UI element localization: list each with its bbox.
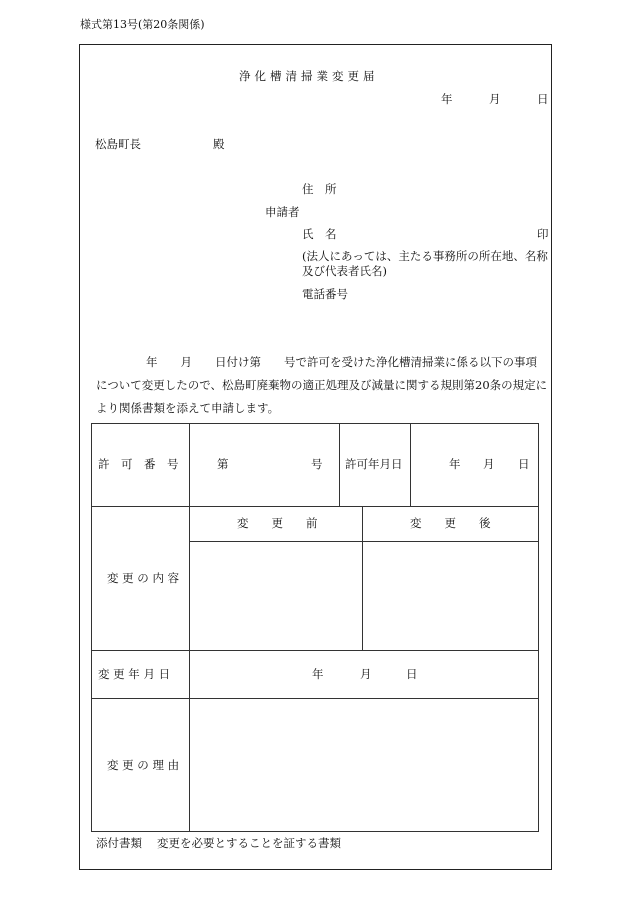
date-year: 年 [441, 92, 453, 106]
change-date-label: 変 更 年 月 日 [98, 667, 171, 681]
change-after-label: 変 更 後 [410, 516, 491, 530]
addressee-name: 松島町長 [95, 137, 141, 151]
change-reason-label: 変 更 の 理 由 [107, 758, 180, 772]
permit-number-label: 許 可 番 号 [98, 457, 179, 471]
permit-date-day: 日 [518, 457, 530, 471]
applicant-phone-label: 電話番号 [302, 287, 348, 301]
applicant-name-label: 氏 名 [302, 227, 337, 241]
applicant-label: 申請者 [265, 205, 300, 219]
permit-number-prefix: 第 [217, 457, 229, 471]
permit-date-year: 年 [449, 457, 461, 471]
attachments-label: 添付書類 [96, 836, 142, 850]
form-number: 様式第13号(第20条関係) [80, 18, 205, 31]
body-line-2: について変更したので、松島町廃棄物の適正処理及び減量に関する規則第20条の規定に [96, 378, 548, 392]
change-content-label: 変 更 の 内 容 [107, 571, 180, 585]
change-date-year: 年 [312, 667, 324, 681]
attachments-text: 変更を必要とすることを証する書類 [157, 836, 341, 850]
applicant-corp-note-2: 及び代表者氏名) [302, 264, 387, 278]
date-month: 月 [489, 92, 501, 106]
addressee-honorific: 殿 [213, 137, 225, 151]
form-title: 浄化槽清掃業変更届 [239, 69, 379, 83]
permit-date-label: 許可年月日 [345, 457, 403, 471]
applicant-corp-note-1: (法人にあっては、主たる事務所の所在地、名称 [302, 249, 548, 263]
date-day: 日 [537, 92, 549, 106]
change-date-day: 日 [406, 667, 418, 681]
applicant-address-label: 住 所 [302, 182, 337, 196]
applicant-seal: 印 [537, 227, 549, 241]
change-date-month: 月 [360, 667, 372, 681]
body-line-1: 年 月 日付け第 号で許可を受けた浄化槽清掃業に係る以下の事項 [146, 355, 537, 369]
change-before-label: 変 更 前 [237, 516, 318, 530]
permit-number-suffix: 号 [311, 457, 323, 471]
permit-date-month: 月 [483, 457, 495, 471]
body-line-3: より関係書類を添えて申請します。 [96, 401, 280, 415]
